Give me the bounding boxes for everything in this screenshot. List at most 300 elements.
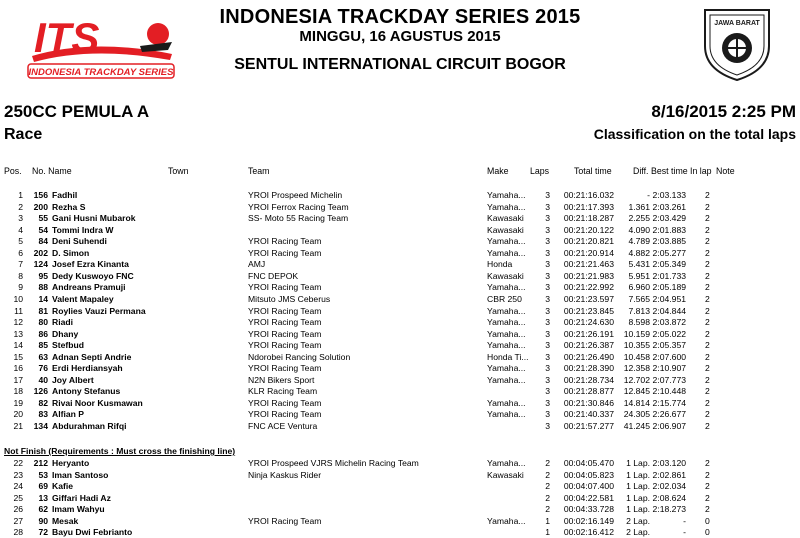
best-time: - bbox=[683, 527, 686, 538]
laps-count: 1 bbox=[545, 515, 550, 526]
rider-number: 124 bbox=[33, 259, 48, 270]
laps-count: 3 bbox=[545, 190, 550, 200]
diff-time: 4.882 bbox=[628, 247, 650, 258]
rider-name: Giffari Hadi Az bbox=[52, 492, 111, 503]
bike-make: Yamaha... bbox=[487, 328, 526, 339]
bike-make: Yamaha... bbox=[487, 190, 526, 200]
rider-number: 69 bbox=[38, 481, 48, 492]
table-row bbox=[0, 259, 800, 270]
pos-cell: 27 bbox=[13, 515, 23, 526]
table-row bbox=[0, 294, 800, 305]
team-name: FNC ACE Ventura bbox=[248, 421, 318, 431]
laps-count: 2 bbox=[545, 481, 550, 492]
in-lap: 2 bbox=[705, 397, 710, 408]
table-row bbox=[0, 527, 800, 538]
diff-time: 1 Lap. bbox=[626, 492, 650, 503]
in-lap: 0 bbox=[705, 527, 710, 538]
laps-count: 2 bbox=[545, 458, 550, 468]
table-row bbox=[0, 458, 800, 469]
laps-count: 3 bbox=[545, 213, 550, 224]
rider-name: Bayu Dwi Febrianto bbox=[52, 527, 133, 538]
team-name: YROI Racing Team bbox=[248, 236, 322, 247]
team-name: Mitsuto JMS Ceberus bbox=[248, 293, 331, 304]
in-lap: 2 bbox=[705, 259, 710, 270]
laps-count: 2 bbox=[545, 469, 550, 480]
rider-name: D. Simon bbox=[52, 247, 90, 258]
table-row bbox=[0, 190, 800, 201]
team-name: YROI Racing Team bbox=[248, 328, 322, 339]
its-logo bbox=[22, 8, 182, 80]
total-time: 00:21:26.191 bbox=[563, 328, 614, 339]
diff-time: 7.813 bbox=[628, 305, 650, 316]
rider-name: Roylies Vauzi Permana bbox=[52, 305, 146, 316]
rider-number: 63 bbox=[38, 351, 48, 362]
diff-time: 7.565 bbox=[628, 293, 650, 304]
rider-number: 200 bbox=[33, 201, 48, 212]
in-lap: 2 bbox=[705, 201, 710, 212]
table-row bbox=[0, 225, 800, 236]
laps-count: 2 bbox=[545, 504, 550, 515]
bike-make: Yamaha... bbox=[487, 340, 526, 351]
in-lap: 2 bbox=[705, 328, 710, 339]
rider-name: Heryanto bbox=[52, 458, 90, 468]
rider-number: 134 bbox=[33, 421, 48, 431]
best-time: 2:05.349 bbox=[652, 259, 686, 270]
table-row bbox=[0, 504, 800, 515]
diff-time: 12.845 bbox=[623, 386, 650, 397]
diff-time: 1 Lap. bbox=[626, 504, 650, 515]
total-time: 00:21:40.337 bbox=[563, 409, 614, 420]
logo-text: ITS bbox=[34, 14, 100, 61]
column-headers bbox=[0, 166, 800, 177]
team-name: YROI Racing Team bbox=[248, 317, 322, 328]
pos-cell: 13 bbox=[13, 328, 23, 339]
pos-cell: 6 bbox=[18, 247, 23, 258]
diff-time: 10.159 bbox=[623, 328, 650, 339]
in-lap: 2 bbox=[705, 293, 710, 304]
pos-cell: 14 bbox=[13, 340, 23, 351]
in-lap: 2 bbox=[705, 409, 710, 420]
rider-number: 76 bbox=[38, 363, 48, 374]
pos-cell: 8 bbox=[18, 270, 23, 281]
rider-number: 72 bbox=[38, 527, 48, 538]
pos-cell: 28 bbox=[13, 527, 23, 538]
laps-count: 3 bbox=[545, 409, 550, 420]
diff-time: 1.361 bbox=[628, 201, 650, 212]
total-time: 00:21:28.390 bbox=[563, 363, 614, 374]
best-time: 2:03.261 bbox=[652, 201, 686, 212]
best-time: 2:03.120 bbox=[652, 458, 686, 468]
diff-time: 41.245 bbox=[623, 421, 650, 431]
rider-number: 212 bbox=[33, 458, 48, 468]
not-finish-title: Not Finish (Requirements : Must cross the finishing line) bbox=[4, 446, 236, 456]
bike-make: Yamaha... bbox=[487, 201, 526, 212]
table-row bbox=[0, 282, 800, 293]
table-row bbox=[0, 398, 800, 409]
best-time: 2:01.883 bbox=[652, 224, 686, 235]
series-title: INDONESIA TRACKDAY SERIES 2015 bbox=[219, 6, 581, 28]
in-lap: 2 bbox=[705, 363, 710, 374]
in-lap: 2 bbox=[705, 190, 710, 200]
table-row bbox=[0, 409, 800, 420]
laps-count: 3 bbox=[545, 374, 550, 385]
best-time: 2:05.357 bbox=[652, 340, 686, 351]
rider-number: 90 bbox=[38, 515, 48, 526]
bike-make: Honda bbox=[487, 259, 513, 270]
col-pos: Pos. bbox=[4, 166, 22, 176]
diff-time: 5.431 bbox=[628, 259, 650, 270]
total-time: 00:21:28.734 bbox=[563, 374, 614, 385]
total-time: 00:21:24.630 bbox=[563, 317, 614, 328]
bike-make: Yamaha... bbox=[487, 458, 526, 468]
diff-time: 10.458 bbox=[623, 351, 650, 362]
rider-name: Alfian P bbox=[52, 409, 84, 420]
pos-cell: 26 bbox=[13, 504, 23, 515]
in-lap: 2 bbox=[705, 247, 710, 258]
laps-count: 3 bbox=[545, 386, 550, 397]
table-row bbox=[0, 481, 800, 492]
event-header bbox=[200, 6, 600, 46]
team-name: YROI Ferrox Racing Team bbox=[248, 201, 349, 212]
rider-name: Iman Santoso bbox=[52, 469, 109, 480]
total-time: 00:04:05.470 bbox=[563, 458, 614, 468]
shield-icon bbox=[701, 4, 773, 82]
rider-number: 81 bbox=[38, 305, 48, 316]
team-name: YROI Racing Team bbox=[248, 305, 322, 316]
pos-cell: 22 bbox=[13, 458, 23, 468]
diff-time: 4.789 bbox=[628, 236, 650, 247]
pos-cell: 10 bbox=[13, 293, 23, 304]
best-time: 2:10.907 bbox=[652, 363, 686, 374]
table-row bbox=[0, 386, 800, 397]
col-total: Total time bbox=[574, 166, 612, 176]
team-name: SS- Moto 55 Racing Team bbox=[248, 213, 349, 224]
bike-make: Kawasaki bbox=[487, 213, 524, 224]
total-time: 00:21:22.992 bbox=[563, 282, 614, 293]
table-row bbox=[0, 236, 800, 247]
col-town: Town bbox=[168, 166, 189, 176]
total-time: 00:21:20.122 bbox=[563, 224, 614, 235]
diff-time: 24.305 bbox=[623, 409, 650, 420]
pos-cell: 4 bbox=[18, 224, 23, 235]
col-make: Make bbox=[487, 166, 509, 176]
diff-time: 4.090 bbox=[628, 224, 650, 235]
rider-number: 13 bbox=[38, 492, 48, 503]
in-lap: 2 bbox=[705, 340, 710, 351]
best-time: 2:08.624 bbox=[652, 492, 686, 503]
in-lap: 2 bbox=[705, 236, 710, 247]
col-inlap: In lap bbox=[690, 166, 712, 176]
pos-cell: 19 bbox=[13, 397, 23, 408]
total-time: 00:21:26.387 bbox=[563, 340, 614, 351]
rider-number: 54 bbox=[38, 224, 48, 235]
col-diff: Diff. bbox=[633, 166, 649, 176]
laps-count: 3 bbox=[545, 305, 550, 316]
laps-count: 3 bbox=[545, 340, 550, 351]
laps-count: 3 bbox=[545, 282, 550, 293]
rider-name: Dhany bbox=[52, 328, 79, 339]
best-time: 2:10.448 bbox=[652, 386, 686, 397]
bike-make: Kawasaki bbox=[487, 469, 524, 480]
bike-make: Yamaha... bbox=[487, 247, 526, 258]
diff-time: 12.702 bbox=[623, 374, 650, 385]
best-time: - bbox=[683, 515, 686, 526]
best-time: 2:02.034 bbox=[652, 481, 686, 492]
rider-number: 84 bbox=[38, 236, 48, 247]
table-row bbox=[0, 421, 800, 432]
rider-name: Valent Mapaley bbox=[52, 293, 114, 304]
rider-number: 86 bbox=[38, 328, 48, 339]
best-time: 2:03.429 bbox=[652, 213, 686, 224]
classification-label: Classification on the total laps bbox=[593, 126, 796, 142]
pos-cell: 15 bbox=[13, 351, 23, 362]
laps-count: 3 bbox=[545, 293, 550, 304]
col-no-name: No. Name bbox=[32, 166, 72, 176]
rider-name: Rivai Noor Kusmawan bbox=[52, 397, 143, 408]
total-time: 00:21:18.287 bbox=[563, 213, 614, 224]
total-time: 00:21:28.877 bbox=[563, 386, 614, 397]
pos-cell: 21 bbox=[13, 421, 23, 431]
rider-name: Tommi Indra W bbox=[52, 224, 114, 235]
bike-make: Yamaha... bbox=[487, 363, 526, 374]
rider-name: Imam Wahyu bbox=[52, 504, 105, 515]
race-class: 250CC PEMULA A bbox=[4, 102, 150, 121]
diff-time: 2.255 bbox=[628, 213, 650, 224]
total-time: 00:04:22.581 bbox=[563, 492, 614, 503]
bike-make: Yamaha... bbox=[487, 317, 526, 328]
in-lap: 2 bbox=[705, 492, 710, 503]
table-row bbox=[0, 329, 800, 340]
badge-text: JAWA BARAT bbox=[714, 20, 760, 27]
laps-count: 3 bbox=[545, 317, 550, 328]
total-time: 00:21:23.597 bbox=[563, 293, 614, 304]
in-lap: 2 bbox=[705, 504, 710, 515]
total-time: 00:21:23.845 bbox=[563, 305, 614, 316]
in-lap: 2 bbox=[705, 305, 710, 316]
rider-number: 82 bbox=[38, 397, 48, 408]
best-time: 2:04.951 bbox=[652, 293, 686, 304]
best-time: 2:07.600 bbox=[652, 351, 686, 362]
pos-cell: 2 bbox=[18, 201, 23, 212]
total-time: 00:21:20.914 bbox=[563, 247, 614, 258]
rider-name: Andreans Pramuji bbox=[52, 282, 126, 293]
rider-name: Stefbud bbox=[52, 340, 84, 351]
bike-make: Yamaha... bbox=[487, 397, 526, 408]
team-name: FNC DEPOK bbox=[248, 270, 299, 281]
in-lap: 2 bbox=[705, 351, 710, 362]
best-time: 2:18.273 bbox=[652, 504, 686, 515]
pos-cell: 3 bbox=[18, 213, 23, 224]
in-lap: 2 bbox=[705, 374, 710, 385]
table-row bbox=[0, 202, 800, 213]
total-time: 00:21:20.821 bbox=[563, 236, 614, 247]
col-best: Best time bbox=[651, 166, 688, 176]
table-row bbox=[0, 213, 800, 224]
in-lap: 2 bbox=[705, 224, 710, 235]
pos-cell: 25 bbox=[13, 492, 23, 503]
team-name: YROI Racing Team bbox=[248, 409, 322, 420]
diff-time: 12.358 bbox=[623, 363, 650, 374]
bike-make: Kawasaki bbox=[487, 224, 524, 235]
rider-number: 83 bbox=[38, 409, 48, 420]
total-time: 00:04:33.728 bbox=[563, 504, 614, 515]
diff-time: 14.814 bbox=[623, 397, 650, 408]
best-time: 2:05.022 bbox=[652, 328, 686, 339]
rider-name: Antony Stefanus bbox=[52, 386, 121, 397]
team-name: YROI Racing Team bbox=[248, 340, 322, 351]
laps-count: 3 bbox=[545, 397, 550, 408]
pos-cell: 7 bbox=[18, 259, 23, 270]
table-row bbox=[0, 271, 800, 282]
rider-number: 14 bbox=[38, 293, 48, 304]
best-time: 2:07.773 bbox=[652, 374, 686, 385]
rider-name: Riadi bbox=[52, 317, 74, 328]
team-name: YROI Racing Team bbox=[248, 363, 322, 374]
rider-number: 156 bbox=[33, 190, 48, 200]
in-lap: 0 bbox=[705, 515, 710, 526]
in-lap: 2 bbox=[705, 421, 710, 431]
laps-count: 3 bbox=[545, 259, 550, 270]
col-laps: Laps bbox=[530, 166, 550, 176]
team-name: Ninja Kaskus Rider bbox=[248, 469, 322, 480]
pos-cell: 16 bbox=[13, 363, 23, 374]
bike-make: Kawasaki bbox=[487, 270, 524, 281]
team-name: N2N Bikers Sport bbox=[248, 374, 315, 385]
rider-number: 55 bbox=[38, 213, 48, 224]
rider-number: 80 bbox=[38, 317, 48, 328]
total-time: 00:21:30.846 bbox=[563, 397, 614, 408]
team-name: YROI Prospeed VJRS Michelin Racing Team bbox=[248, 458, 419, 468]
team-name: YROI Racing Team bbox=[248, 247, 322, 258]
table-row bbox=[0, 340, 800, 351]
pos-cell: 24 bbox=[13, 481, 23, 492]
laps-count: 3 bbox=[545, 224, 550, 235]
circuit-name: SENTUL INTERNATIONAL CIRCUIT BOGOR bbox=[234, 56, 566, 73]
diff-time: 10.355 bbox=[623, 340, 650, 351]
total-time: 00:21:21.463 bbox=[563, 259, 614, 270]
table-row bbox=[0, 317, 800, 328]
best-time: 2:03.885 bbox=[652, 236, 686, 247]
in-lap: 2 bbox=[705, 317, 710, 328]
best-time: 2:05.277 bbox=[652, 247, 686, 258]
logo-subtext: INDONESIA TRACKDAY SERIES bbox=[28, 67, 174, 78]
table-row bbox=[0, 352, 800, 363]
bike-make: Yamaha... bbox=[487, 409, 526, 420]
in-lap: 2 bbox=[705, 481, 710, 492]
in-lap: 2 bbox=[705, 270, 710, 281]
rider-name: Abdurahman Rifqi bbox=[52, 421, 127, 431]
in-lap: 2 bbox=[705, 469, 710, 480]
diff-time: 1 Lap. bbox=[626, 458, 650, 468]
pos-cell: 11 bbox=[14, 305, 23, 316]
total-time: 00:04:07.400 bbox=[563, 481, 614, 492]
best-time: 2:01.733 bbox=[652, 270, 686, 281]
laps-count: 2 bbox=[545, 492, 550, 503]
rider-name: Dedy Kuswoyo FNC bbox=[52, 270, 134, 281]
laps-count: 3 bbox=[545, 421, 550, 431]
laps-count: 3 bbox=[545, 201, 550, 212]
pos-cell: 9 bbox=[18, 282, 23, 293]
pos-cell: 12 bbox=[13, 317, 23, 328]
bike-make: Yamaha... bbox=[487, 282, 526, 293]
pos-cell: 17 bbox=[13, 374, 23, 385]
rider-number: 62 bbox=[38, 504, 48, 515]
total-time: 00:21:57.277 bbox=[563, 421, 614, 431]
race-datetime: 8/16/2015 2:25 PM bbox=[651, 102, 796, 121]
table-row bbox=[0, 248, 800, 259]
pos-cell: 5 bbox=[18, 236, 23, 247]
best-time: 2:05.189 bbox=[652, 282, 686, 293]
team-name: YROI Racing Team bbox=[248, 397, 322, 408]
rider-name: Erdi Herdiansyah bbox=[52, 363, 123, 374]
rider-name: Joy Albert bbox=[52, 374, 94, 385]
laps-count: 3 bbox=[545, 328, 550, 339]
rider-name: Gani Husni Mubarok bbox=[52, 213, 136, 224]
diff-time: 5.951 bbox=[628, 270, 650, 281]
total-time: 00:21:21.983 bbox=[563, 270, 614, 281]
team-name: Ndorobei Rancing Solution bbox=[248, 351, 351, 362]
diff-time: 2 Lap. bbox=[626, 515, 650, 526]
bike-make: Yamaha... bbox=[487, 305, 526, 316]
diff-time: 1 Lap. bbox=[626, 469, 650, 480]
rider-name: Josef Ezra Kinanta bbox=[52, 259, 129, 270]
jawa-barat-badge bbox=[701, 4, 773, 82]
team-name: AMJ bbox=[248, 259, 266, 270]
col-note: Note bbox=[716, 166, 735, 176]
bike-make: CBR 250 bbox=[487, 293, 522, 304]
table-row bbox=[0, 375, 800, 386]
diff-time: 1 Lap. bbox=[626, 481, 650, 492]
bike-make: Honda Ti... bbox=[487, 351, 529, 362]
rider-name: Mesak bbox=[52, 515, 79, 526]
diff-time: 6.960 bbox=[628, 282, 650, 293]
total-time: 00:04:05.823 bbox=[563, 469, 614, 480]
rider-number: 126 bbox=[33, 386, 48, 397]
best-time: 2:03.133 bbox=[652, 190, 686, 200]
table-row bbox=[0, 363, 800, 374]
team-name: KLR Racing Team bbox=[248, 386, 318, 397]
best-time: 2:26.677 bbox=[652, 409, 686, 420]
team-name: YROI Prospeed Michelin bbox=[248, 190, 343, 200]
pos-cell: 1 bbox=[18, 190, 23, 200]
best-time: 2:03.872 bbox=[652, 317, 686, 328]
table-row bbox=[0, 470, 800, 481]
pos-cell: 18 bbox=[13, 386, 23, 397]
rider-name: Deni Suhendi bbox=[52, 236, 107, 247]
event-date: MINGGU, 16 AGUSTUS 2015 bbox=[299, 28, 501, 45]
bike-make: Yamaha... bbox=[487, 236, 526, 247]
team-name: YROI Racing Team bbox=[248, 282, 322, 293]
laps-count: 1 bbox=[545, 527, 550, 538]
rider-name: Kafie bbox=[52, 481, 74, 492]
best-time: 2:06.907 bbox=[652, 421, 686, 431]
rider-name: Rezha S bbox=[52, 201, 86, 212]
diff-time: - bbox=[647, 190, 650, 200]
diff-time: 8.598 bbox=[628, 317, 650, 328]
total-time: 00:02:16.149 bbox=[563, 515, 614, 526]
rider-name: Adnan Septi Andrie bbox=[52, 351, 132, 362]
laps-count: 3 bbox=[545, 270, 550, 281]
pos-cell: 20 bbox=[13, 409, 23, 420]
rider-number: 40 bbox=[38, 374, 48, 385]
rider-number: 53 bbox=[38, 469, 48, 480]
total-time: 00:21:17.393 bbox=[563, 201, 614, 212]
laps-count: 3 bbox=[545, 363, 550, 374]
in-lap: 2 bbox=[705, 213, 710, 224]
bike-make: Yamaha... bbox=[487, 515, 526, 526]
laps-count: 3 bbox=[545, 351, 550, 362]
laps-count: 3 bbox=[545, 247, 550, 258]
